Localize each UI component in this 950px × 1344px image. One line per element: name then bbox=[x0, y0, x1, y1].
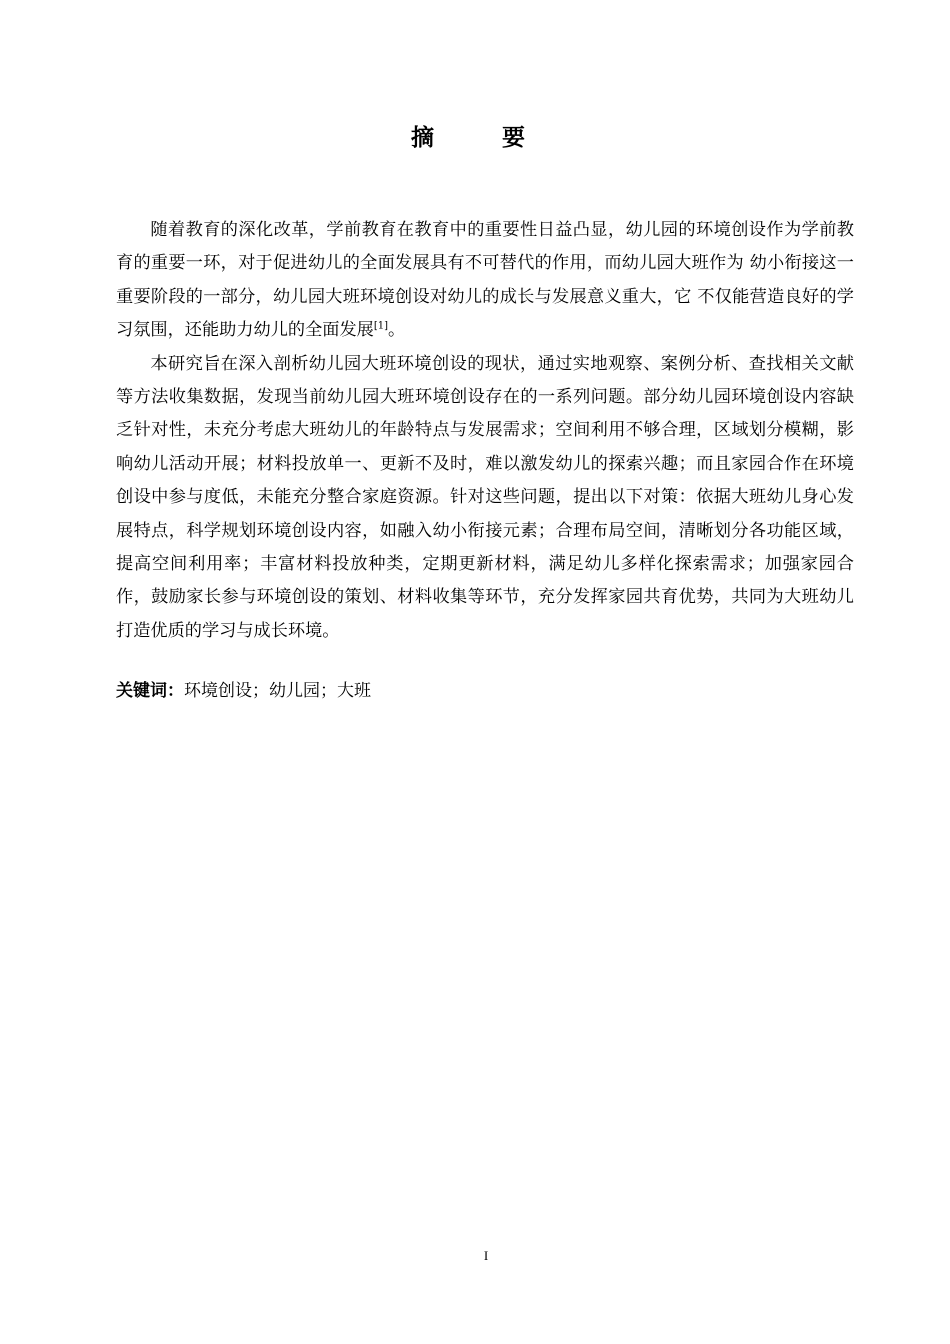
abstract-body bbox=[116, 214, 854, 648]
keywords-label: 关键词： bbox=[116, 681, 184, 701]
keywords-value: 环境创设；幼儿园；大班 bbox=[184, 681, 371, 701]
abstract-paragraph-2: 本研究旨在深入剖析幼儿园大班环境创设的现状，通过实地观察、案例分析、查找相关文献等方法收集数据，发现当前幼儿园大班环境创设存在的一系列问题。部分幼儿园环境创设内容缺乏针对性，未充分考虑大班幼儿的年龄特点与发展需求；空间利用不够合理，区域划分模糊，影响幼儿活动开展；材料投放单一、更新不及时，难以激发幼儿的探索兴趣；而且家园合作在环境创设中参与度低，未能充分整合家庭资源。针对这些问题，提出以下对策：依据大班幼儿身心发展特点，科学规划环境创设内容，如融入幼小衔接元素；合理布局空间，清晰划分各功能区域，提高空间利用率；丰富材料投放种类，定期更新材料，满足幼儿多样化探索需求；加强家园合作，鼓励家长参与环境创设的策划、材料收集等环节，充分发挥家园共育优势，共同为大班幼儿打造优质的学习与成长环境。 bbox=[116, 353, 854, 641]
page-number: I bbox=[483, 1248, 489, 1263]
paragraph-1-text: 随着教育的深化改革，学前教育在教育中的重要性日益凸显，幼儿园的环境创设作为学前教育的重要一环，对于促进幼儿的全面发展具有不可替代的作用，而幼儿园大班作为 幼小衔接这一重要阶段的一部分，幼儿园大班环境创设对幼儿的成长与发展意义重大，它 不仅能营造良好的学习氛围，还能助力幼儿的全面发展 bbox=[116, 220, 854, 341]
abstract-title: 摘 要 bbox=[410, 125, 555, 151]
abstract-paragraph-1 bbox=[116, 214, 854, 348]
paragraph-1-end: 。 bbox=[388, 320, 406, 341]
keywords-line bbox=[116, 676, 854, 706]
citation-marker[interactable]: [1] bbox=[373, 320, 388, 332]
